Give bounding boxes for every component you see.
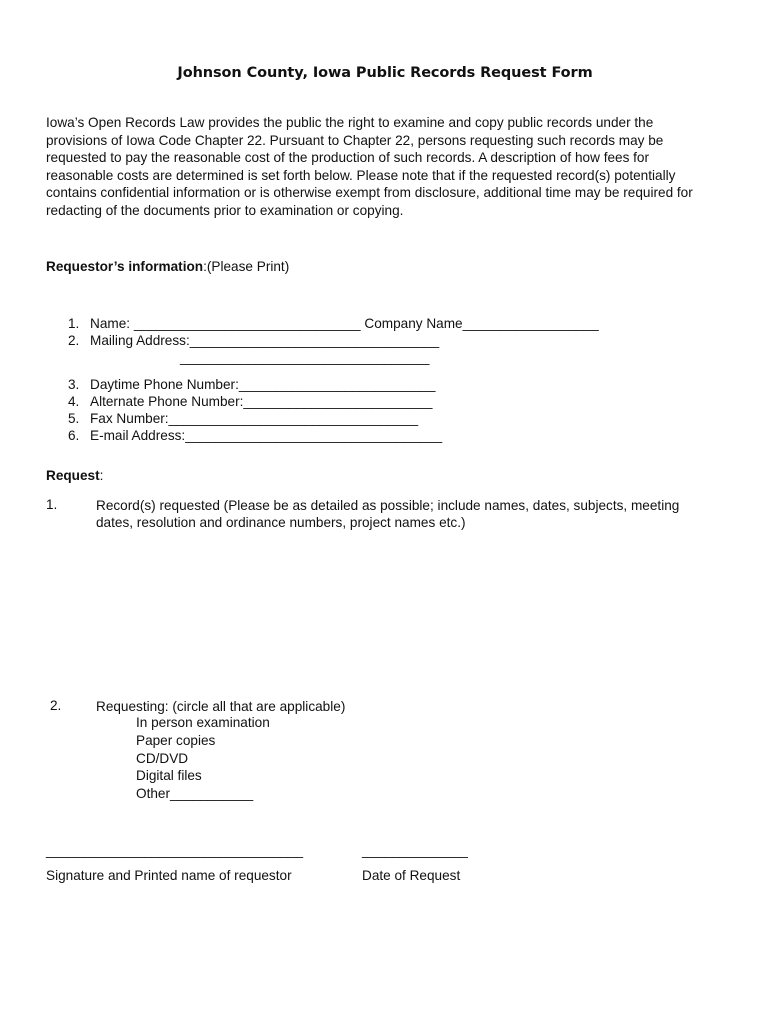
requestor-heading-suffix: :(Please Print) [203, 259, 290, 274]
requestor-heading-text: Requestor’s information [46, 259, 204, 274]
option-other[interactable]: Other___________ [136, 786, 254, 802]
request-heading [46, 468, 103, 483]
name-company-field[interactable]: 1. Name: ______________________________ Company Name__________________ [68, 316, 599, 331]
intro-line: redacting of the documents prior to examination or copying. [46, 202, 404, 218]
date-label: Date of Request [362, 868, 461, 883]
option-digital-files[interactable]: Digital files [136, 768, 202, 784]
request-heading-suffix: : [99, 468, 104, 483]
intro-line: provisions of Iowa Code Chapter 22. Pursuant to Chapter 22, persons requesting such records may be [46, 132, 664, 148]
request-item-2-number: 2. [50, 698, 62, 713]
intro-paragraph [46, 114, 726, 219]
intro-line: requested to pay the reasonable cost of the production of such records. A description of how fees for [46, 150, 650, 165]
option-cd-dvd[interactable]: CD/DVD [136, 750, 189, 766]
request-item-1-number: 1. [46, 497, 58, 512]
date-line[interactable]: ______________ [362, 843, 468, 858]
records-requested-description: Record(s) requested (Please be as detailed as possible; include names, dates, subjects, meeting dates, resolution and ordinance numbers, project names etc.) [96, 498, 680, 530]
email-address-field[interactable]: 6. E-mail Address:__________________________________ [68, 428, 443, 443]
intro-line: reasonable costs are determined is set forth below. Please note that if the requested record(s) potentially [46, 167, 676, 183]
request-heading-text: Request [46, 468, 100, 483]
daytime-phone-field[interactable]: 3. Daytime Phone Number:__________________________ [68, 377, 436, 392]
requestor-fields-a [68, 315, 599, 349]
option-in-person-examination[interactable]: In person examination [136, 715, 270, 730]
intro-line: Iowa’s Open Records Law provides the public the right to examine and copy public records under the [46, 115, 654, 130]
form-title: Johnson County, Iowa Public Records Request Form [177, 65, 593, 81]
alternate-phone-field[interactable]: 4. Alternate Phone Number:_________________________ [68, 394, 433, 409]
mailing-address-field[interactable]: 2. Mailing Address:_________________________________ [68, 333, 440, 348]
signature-label: Signature and Printed name of requestor [46, 868, 292, 883]
fax-number-field[interactable]: 5. Fax Number:_________________________________ [68, 411, 419, 426]
option-paper-copies[interactable]: Paper copies [136, 732, 216, 748]
intro-line: contains confidential information or is otherwise exempt from disclosure, additional time may be required for [46, 185, 693, 200]
requestor-fields-b [68, 376, 442, 444]
requesting-instructions: Requesting: (circle all that are applicable) [96, 699, 346, 714]
signature-line[interactable]: __________________________________ [46, 843, 304, 858]
requesting-options [136, 714, 270, 803]
mailing-address-continuation[interactable]: _________________________________ [180, 350, 430, 365]
requestor-heading [46, 259, 289, 274]
